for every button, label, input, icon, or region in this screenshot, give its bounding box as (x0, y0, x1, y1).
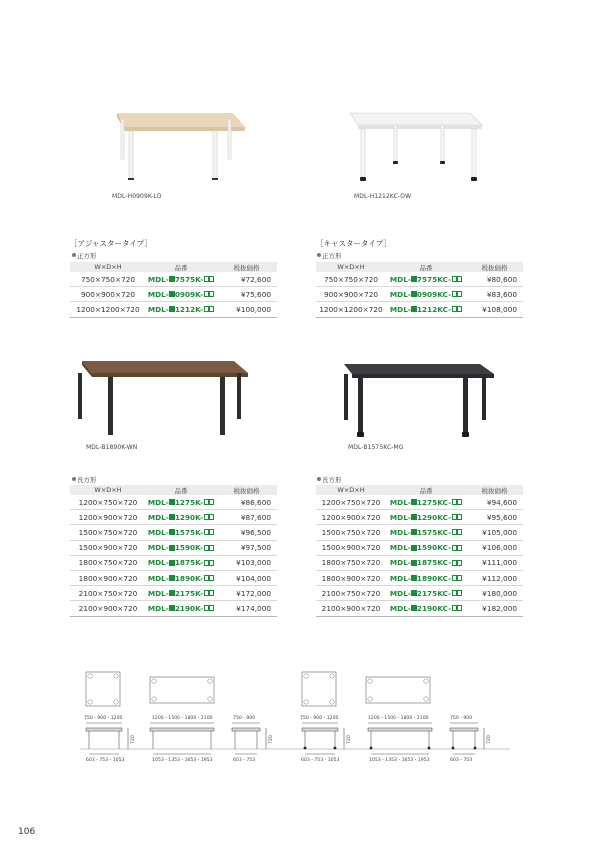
option-box-icon (457, 590, 462, 596)
option-box-icon (452, 575, 457, 581)
size-cell: 2100×750×720 (70, 586, 146, 601)
option-box-icon (209, 560, 214, 566)
table-row (70, 495, 277, 510)
table-row (316, 540, 523, 555)
option-box-icon (209, 605, 214, 611)
table-row (70, 287, 277, 302)
header-code: 品番 (146, 485, 216, 495)
code-prefix: MDL- (389, 304, 411, 314)
price-cell: ¥182,000 (466, 601, 523, 616)
code-prefix: MDL- (147, 527, 169, 537)
header-size: W×D×H (316, 262, 386, 272)
header-size: W×D×H (316, 485, 386, 495)
page-number: 106 (18, 827, 36, 837)
table-row (316, 302, 523, 317)
code-cell (386, 540, 466, 555)
option-box-icon (209, 529, 214, 535)
price-cell: ¥180,000 (466, 586, 523, 601)
option-box-icon (204, 590, 209, 596)
code-cell (146, 586, 216, 601)
dim-height-label: 720 (131, 735, 136, 744)
dim-label: 750・900 (450, 716, 473, 721)
option-box-icon (204, 499, 209, 505)
table-row (316, 586, 523, 601)
code-cell (386, 570, 466, 585)
dim-height-label: 720 (347, 735, 352, 744)
header-code: 品番 (386, 485, 466, 495)
code-prefix: MDL- (389, 289, 411, 299)
code-text: 7575K- (174, 274, 204, 284)
code-text: 1890K- (174, 573, 204, 583)
code-text: 1590KC- (416, 543, 452, 553)
dim-label: 1053・1353・1653・1953 (152, 758, 213, 763)
code-text: 2175KC- (416, 588, 452, 598)
spec-table-rect-adjuster (70, 485, 277, 617)
code-text: 1575KC- (416, 527, 452, 537)
code-cell (386, 601, 466, 616)
code-prefix: MDL- (147, 512, 169, 522)
option-box-icon (457, 276, 462, 282)
price-cell: ¥97,500 (216, 540, 277, 555)
dim-label: 603・753 (233, 758, 256, 763)
code-prefix: MDL- (147, 304, 169, 314)
code-prefix: MDL- (147, 588, 169, 598)
table-row (70, 302, 277, 317)
price-cell: ¥172,000 (216, 586, 277, 601)
option-box-icon (204, 560, 209, 566)
option-box-icon (204, 514, 209, 520)
price-cell: ¥174,000 (216, 601, 277, 616)
subtitle-rect: 長方形 (72, 475, 97, 484)
table-row (316, 510, 523, 525)
option-box-icon (457, 605, 462, 611)
code-prefix: MDL- (147, 543, 169, 553)
price-cell: ¥100,000 (216, 302, 277, 317)
code-prefix: MDL- (389, 573, 411, 583)
price-cell: ¥83,600 (466, 287, 523, 302)
option-box-icon (204, 605, 209, 611)
header-code: 品番 (386, 262, 466, 272)
option-box-icon (209, 514, 214, 520)
code-text: 1875K- (174, 558, 204, 568)
code-text: 1212KC- (416, 304, 452, 314)
option-box-icon (209, 291, 214, 297)
option-box-icon (457, 560, 462, 566)
code-text: 2190K- (174, 603, 204, 613)
dim-height-label: 720 (269, 735, 274, 744)
desk-photo-walnut (72, 355, 252, 445)
price-cell: ¥106,000 (466, 540, 523, 555)
section-title-adjuster: ［アジャスタータイプ］ (70, 239, 152, 248)
price-cell: ¥103,000 (216, 555, 277, 570)
table-row (70, 510, 277, 525)
bullet-icon (317, 253, 321, 257)
size-cell: 750×750×720 (316, 272, 386, 287)
code-cell (146, 570, 216, 585)
code-cell (146, 302, 216, 317)
code-text: 1275KC- (416, 497, 452, 507)
code-cell (386, 495, 466, 510)
code-cell (146, 555, 216, 570)
price-cell: ¥112,000 (466, 570, 523, 585)
price-cell: ¥86,600 (216, 495, 277, 510)
price-cell: ¥96,500 (216, 525, 277, 540)
code-cell (386, 586, 466, 601)
size-cell: 1800×750×720 (70, 555, 146, 570)
size-cell: 1800×750×720 (316, 555, 386, 570)
price-cell: ¥104,000 (216, 570, 277, 585)
code-text: 1590K- (174, 543, 204, 553)
option-box-icon (452, 276, 457, 282)
option-box-icon (209, 590, 214, 596)
code-cell (146, 540, 216, 555)
size-cell: 1800×900×720 (316, 570, 386, 585)
code-prefix: MDL- (389, 603, 411, 613)
code-prefix: MDL- (389, 588, 411, 598)
option-box-icon (457, 306, 462, 312)
size-cell: 1200×1200×720 (316, 302, 386, 317)
dim-label: 603・753・1053 (301, 758, 340, 763)
code-cell (386, 510, 466, 525)
table-row (316, 570, 523, 585)
option-box-icon (452, 560, 457, 566)
bullet-icon (317, 477, 321, 481)
option-box-icon (452, 605, 457, 611)
option-box-icon (457, 499, 462, 505)
size-cell: 1200×900×720 (70, 510, 146, 525)
size-cell: 1200×1200×720 (70, 302, 146, 317)
code-cell (386, 287, 466, 302)
code-prefix: MDL- (389, 558, 411, 568)
option-box-icon (204, 545, 209, 551)
price-cell: ¥95,600 (466, 510, 523, 525)
code-text: 0909KC- (416, 289, 452, 299)
desk-photo-dark-grey (330, 360, 500, 445)
code-cell (146, 495, 216, 510)
option-box-icon (209, 545, 214, 551)
code-prefix: MDL- (147, 274, 169, 284)
code-text: 1890KC- (416, 573, 452, 583)
price-cell: ¥80,600 (466, 272, 523, 287)
size-cell: 750×750×720 (70, 272, 146, 287)
option-box-icon (452, 590, 457, 596)
header-size: W×D×H (70, 485, 146, 495)
table-row (70, 272, 277, 287)
code-cell (146, 272, 216, 287)
product-caption: MDL-B1890K-WN (86, 444, 138, 451)
header-code: 品番 (146, 262, 216, 272)
size-cell: 2100×900×720 (70, 601, 146, 616)
code-prefix: MDL- (147, 603, 169, 613)
header-size: W×D×H (70, 262, 146, 272)
header-price: 税抜価格 (466, 485, 523, 495)
product-caption: MDL-H0909K-LO (112, 193, 162, 200)
code-prefix: MDL- (147, 289, 169, 299)
dim-label: 750・900・1200 (84, 716, 123, 721)
table-row (316, 555, 523, 570)
size-cell: 1500×900×720 (70, 540, 146, 555)
option-box-icon (457, 529, 462, 535)
code-prefix: MDL- (389, 527, 411, 537)
table-row (70, 540, 277, 555)
table-row (70, 555, 277, 570)
option-box-icon (452, 514, 457, 520)
code-prefix: MDL- (389, 274, 411, 284)
table-row (70, 601, 277, 616)
desk-photo-maple (105, 105, 255, 190)
code-prefix: MDL- (147, 573, 169, 583)
option-box-icon (209, 306, 214, 312)
desk-photo-white (340, 105, 490, 190)
code-cell (146, 601, 216, 616)
header-price: 税抜価格 (466, 262, 523, 272)
code-cell (386, 525, 466, 540)
size-cell: 1200×750×720 (316, 495, 386, 510)
option-box-icon (452, 291, 457, 297)
table-row (70, 570, 277, 585)
header-price: 税抜価格 (216, 485, 277, 495)
section-title-caster: ［キャスタータイプ］ (316, 239, 391, 248)
code-text: 2175K- (174, 588, 204, 598)
option-box-icon (204, 575, 209, 581)
code-cell (146, 510, 216, 525)
bullet-icon (72, 477, 76, 481)
table-row (316, 495, 523, 510)
dim-label: 750・900・1200 (300, 716, 339, 721)
code-cell (386, 272, 466, 287)
code-text: 1275K- (174, 497, 204, 507)
elevation-view-diagrams (80, 720, 510, 758)
code-text: 1290KC- (416, 512, 452, 522)
option-box-icon (204, 306, 209, 312)
spec-table-rect-caster (316, 485, 523, 617)
code-cell (386, 555, 466, 570)
size-cell: 2100×900×720 (316, 601, 386, 616)
option-box-icon (209, 575, 214, 581)
code-prefix: MDL- (147, 497, 169, 507)
dim-label: 603・753 (450, 758, 473, 763)
price-cell: ¥72,600 (216, 272, 277, 287)
code-cell (146, 525, 216, 540)
dim-label: 1200・1500・1800・2100 (368, 716, 429, 721)
option-box-icon (452, 306, 457, 312)
option-box-icon (204, 276, 209, 282)
option-box-icon (204, 529, 209, 535)
price-cell: ¥111,000 (466, 555, 523, 570)
table-row (316, 272, 523, 287)
product-caption: MDL-H1212KC-OW (354, 193, 412, 200)
option-box-icon (209, 499, 214, 505)
option-box-icon (457, 575, 462, 581)
code-cell (386, 302, 466, 317)
code-text: 1290K- (174, 512, 204, 522)
size-cell: 1500×750×720 (70, 525, 146, 540)
code-prefix: MDL- (389, 512, 411, 522)
code-text: 7575KC- (416, 274, 452, 284)
table-row (316, 601, 523, 616)
size-cell: 1200×900×720 (316, 510, 386, 525)
dim-height-label: 720 (487, 735, 492, 744)
price-cell: ¥108,000 (466, 302, 523, 317)
option-box-icon (457, 291, 462, 297)
price-cell: ¥87,600 (216, 510, 277, 525)
table-row (70, 525, 277, 540)
size-cell: 1200×750×720 (70, 495, 146, 510)
dim-label: 1200・1500・1800・2100 (152, 716, 213, 721)
spec-table-square-caster (316, 262, 523, 318)
price-cell: ¥105,000 (466, 525, 523, 540)
option-box-icon (452, 499, 457, 505)
size-cell: 1800×900×720 (70, 570, 146, 585)
size-cell: 900×900×720 (70, 287, 146, 302)
option-box-icon (452, 529, 457, 535)
code-text: 1875KC- (416, 558, 452, 568)
option-box-icon (457, 514, 462, 520)
size-cell: 1500×750×720 (316, 525, 386, 540)
price-cell: ¥94,600 (466, 495, 523, 510)
size-cell: 2100×750×720 (316, 586, 386, 601)
dim-label: 603・753・1053 (86, 758, 125, 763)
option-box-icon (452, 545, 457, 551)
code-prefix: MDL- (147, 558, 169, 568)
dim-label: 1053・1353・1653・1953 (369, 758, 430, 763)
size-cell: 1500×900×720 (316, 540, 386, 555)
option-box-icon (457, 545, 462, 551)
table-row (316, 525, 523, 540)
subtitle-rect: 長方形 (317, 475, 342, 484)
spec-table-square-adjuster (70, 262, 277, 318)
code-text: 0909K- (174, 289, 204, 299)
code-cell (146, 287, 216, 302)
code-text: 1212K- (174, 304, 204, 314)
code-prefix: MDL- (389, 497, 411, 507)
dim-label: 750・900 (233, 716, 256, 721)
plan-view-diagrams (80, 668, 510, 713)
code-text: 2190KC- (416, 603, 452, 613)
bullet-icon (72, 253, 76, 257)
price-cell: ¥75,600 (216, 287, 277, 302)
code-text: 1575K- (174, 527, 204, 537)
size-cell: 900×900×720 (316, 287, 386, 302)
option-box-icon (209, 276, 214, 282)
option-box-icon (204, 291, 209, 297)
header-price: 税抜価格 (216, 262, 277, 272)
subtitle-square: 正方形 (317, 251, 342, 260)
table-row (70, 586, 277, 601)
table-row (316, 287, 523, 302)
product-caption: MDL-B1575KC-MG (348, 444, 404, 451)
subtitle-square: 正方形 (72, 251, 97, 260)
code-prefix: MDL- (389, 543, 411, 553)
